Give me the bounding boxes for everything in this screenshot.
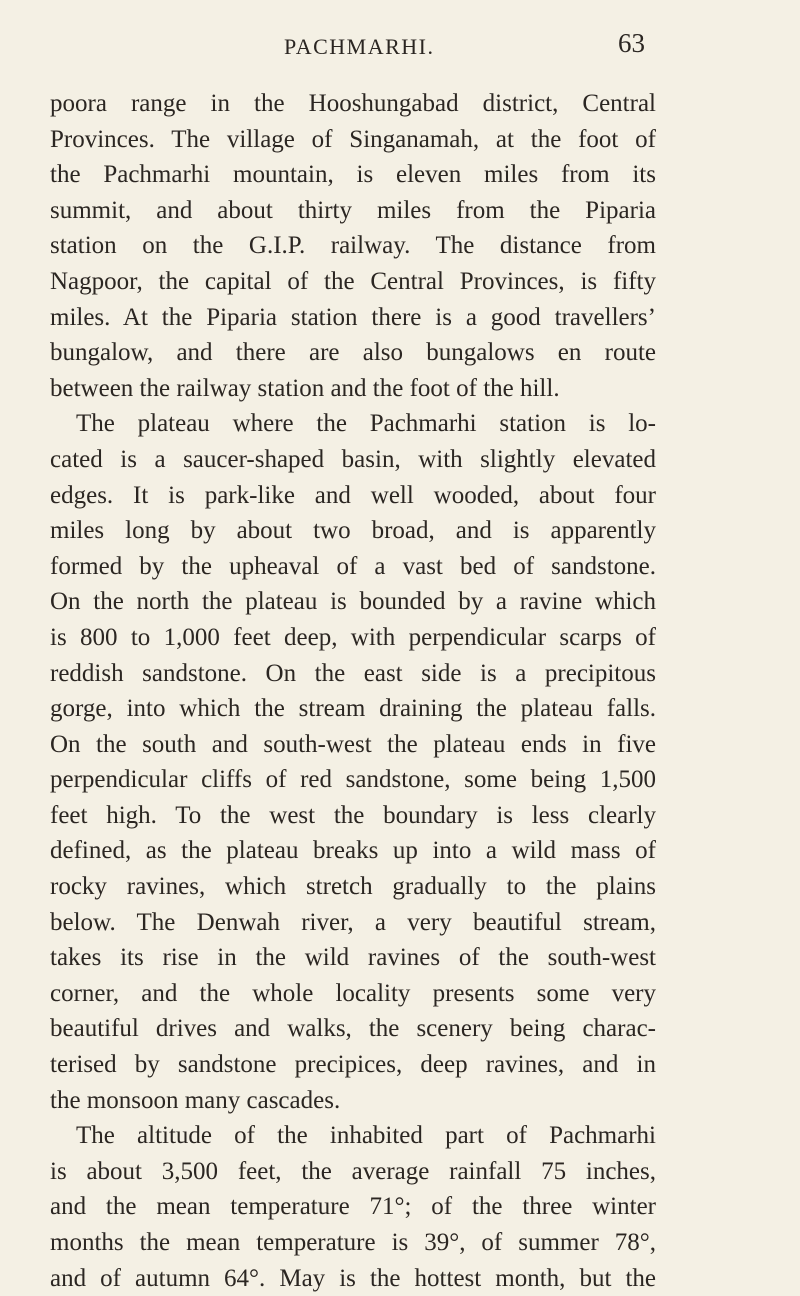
text-line: beautiful drives and walks, the scenery being charac-: [50, 1015, 656, 1043]
text-line: The altitude of the inhabited part of Pachmarhi: [76, 1122, 656, 1150]
text-line: edges. It is park-like and well wooded, about four: [50, 481, 656, 509]
text-line: the Pachmarhi mountain, is eleven miles from its: [50, 161, 656, 189]
text-line: formed by the upheaval of a vast bed of sandstone.: [50, 552, 656, 580]
running-title: PACHMARHI.: [284, 34, 435, 59]
text-line: is about 3,500 feet, the average rainfall 75 inches,: [50, 1157, 656, 1185]
text-line: and of autumn 64°. May is the hottest month, but the: [50, 1264, 656, 1292]
body-text: [50, 86, 656, 1296]
text-line: perpendicular cliffs of red sandstone, some being 1,500: [50, 766, 656, 794]
text-line: is 800 to 1,000 feet deep, with perpendicular scarps of: [50, 623, 656, 651]
text-line: cated is a saucer-shaped basin, with slightly elevated: [50, 445, 656, 473]
text-line: takes its rise in the wild ravines of the south-west: [50, 944, 656, 972]
text-line: station on the G.I.P. railway. The distance from: [50, 232, 656, 260]
text-line: months the mean temperature is 39°, of summer 78°,: [50, 1229, 656, 1256]
text-line: and the mean temperature 71°; of the three winter: [50, 1193, 656, 1221]
text-line: poora range in the Hooshungabad district, Central: [50, 90, 656, 117]
text-line: On the south and south-west the plateau ends in five: [50, 730, 656, 758]
text-line: summit, and about thirty miles from the Piparia: [50, 196, 656, 224]
text-line: terised by sandstone precipices, deep ravines, and in: [50, 1051, 656, 1079]
text-line: On the north the plateau is bounded by a ravine which: [50, 588, 656, 616]
text-line: rocky ravines, which stretch gradually to the plains: [50, 873, 656, 901]
text-line: reddish sandstone. On the east side is a precipitous: [50, 659, 656, 687]
page-number: 63: [618, 28, 645, 58]
text-line: Nagpoor, the capital of the Central Provinces, is fifty: [50, 267, 656, 295]
text-line: between the railway station and the foot of the hill.: [50, 374, 560, 402]
text-line: defined, as the plateau breaks up into a wild mass of: [50, 837, 656, 865]
text-line: the monsoon many cascades.: [50, 1086, 341, 1114]
text-line: feet high. To the west the boundary is less clearly: [50, 801, 656, 829]
text-line: corner, and the whole locality presents some very: [50, 979, 656, 1007]
text-line: The plateau where the Pachmarhi station is lo-: [76, 410, 656, 438]
text-line: miles. At the Piparia station there is a good travellers’: [50, 303, 656, 331]
text-line: miles long by about two broad, and is apparently: [50, 517, 656, 545]
running-head: [0, 28, 800, 68]
text-line: gorge, into which the stream draining the plateau falls.: [50, 695, 656, 723]
text-line: below. The Denwah river, a very beautiful stream,: [50, 908, 656, 936]
text-line: bungalow, and there are also bungalows en route: [50, 339, 656, 367]
text-line: Provinces. The village of Singanamah, at the foot of: [50, 125, 656, 153]
